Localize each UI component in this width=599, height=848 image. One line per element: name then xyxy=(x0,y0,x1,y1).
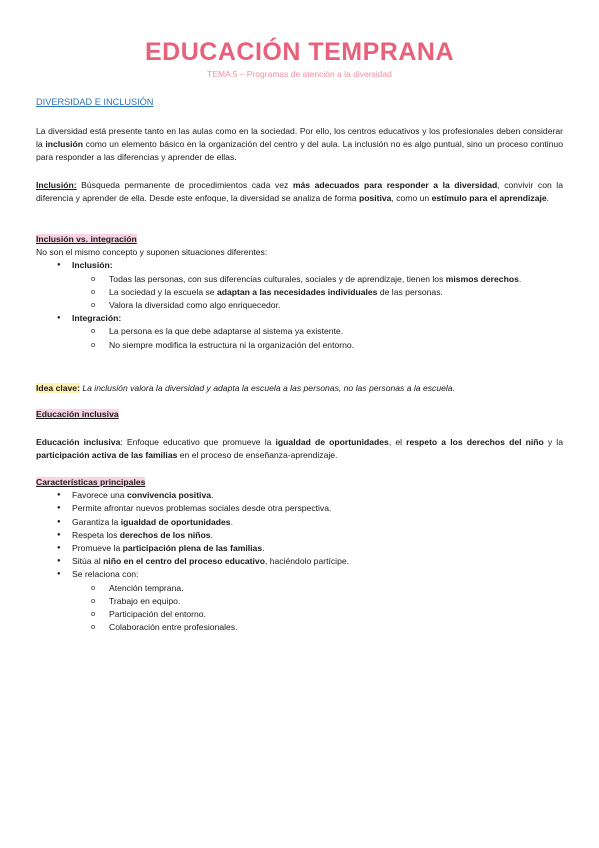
list-item xyxy=(36,529,563,542)
text: Garantiza la xyxy=(72,516,121,527)
key-idea-text: La inclusión valora la diversidad y adapta la escuela a las personas, no las personas a la escuela. xyxy=(79,383,455,393)
text-bold: participación plena de las familias xyxy=(122,543,263,554)
paragraph-inclusion-def xyxy=(36,179,563,205)
text-bold: mismos derechos xyxy=(445,273,519,284)
comparison-list xyxy=(36,259,563,351)
text-bold: inclusión xyxy=(45,139,84,150)
section-inclusion-vs-integracion xyxy=(36,233,563,352)
text: Favorece una xyxy=(72,490,127,501)
section-intro: No son el mismo concepto y suponen situaciones diferentes: xyxy=(36,247,268,258)
text-bold: derechos de los niños xyxy=(119,529,211,540)
text-bold: respeto a los derechos del niño xyxy=(406,437,544,447)
section-heading-caracteristicas: Características principales xyxy=(36,477,146,487)
text: y la xyxy=(543,437,563,447)
text: Búsqueda permanente de procedimientos cada vez xyxy=(76,180,293,190)
text: en el proceso de enseñanza-aprendizaje. xyxy=(177,450,338,461)
list-item: o Trabajo en equipo. xyxy=(36,595,563,608)
label-inclusion: Inclusión: xyxy=(36,180,77,190)
list-item: ● Se relaciona con: xyxy=(36,568,563,581)
text: como un elemento básico en la organización del centro y del aula. La inclusión no es algo puntual, sino un proceso continuo para responder a las diferencias y aprender de ellas. xyxy=(36,139,563,163)
text-bold: convivencia positiva xyxy=(126,490,211,501)
text-bold: niño en el centro del proceso educativo xyxy=(103,556,265,567)
list-item xyxy=(36,312,563,325)
text: , convivir con la diferencia y aprender de ella. Desde este enfoque, la diversidad se analiza de forma xyxy=(36,180,563,204)
section-heading-inclusion-vs-integracion: Inclusión vs. integración xyxy=(36,234,137,244)
text: , como un xyxy=(391,193,432,204)
list-item xyxy=(36,542,563,555)
section-caracteristicas xyxy=(36,476,563,634)
text: Todas las personas, con sus diferencias culturales, sociales y de aprendizaje, tienen los xyxy=(109,273,446,284)
text: : Enfoque educativo que promueve la xyxy=(120,437,276,447)
section-heading-educacion-inclusiva: Educación inclusiva xyxy=(36,409,119,419)
list-item xyxy=(36,286,563,299)
list-item: o Atención temprana. xyxy=(36,582,563,595)
list-item: o La persona es la que debe adaptarse al sistema ya existente. xyxy=(36,325,563,338)
text: Respeta los xyxy=(72,529,120,540)
list-item xyxy=(36,516,563,529)
text-bold: igualdad de oportunidades xyxy=(120,516,231,527)
section-educacion-inclusiva xyxy=(36,408,563,421)
label-idea-clave: Idea clave: xyxy=(36,383,80,393)
section-diversidad xyxy=(36,96,563,109)
label-inclusion: Inclusión: xyxy=(72,260,113,271)
label-integracion: Integración: xyxy=(72,313,122,324)
list-item xyxy=(36,273,563,286)
text: . xyxy=(211,490,214,501)
text: . xyxy=(230,516,233,527)
paragraph-diversidad xyxy=(36,125,563,165)
page-subtitle: TEMA 5 – Programas de atención a la diversidad xyxy=(207,69,392,79)
characteristics-list xyxy=(36,489,563,634)
text: . xyxy=(546,193,550,204)
text: , el xyxy=(388,437,407,447)
list-item: o Colaboración entre profesionales. xyxy=(36,621,563,634)
text: . xyxy=(210,529,213,540)
list-item xyxy=(36,489,563,502)
text: Sitúa al xyxy=(72,556,104,567)
list-item xyxy=(36,259,563,272)
text-bold: participación activa de las familias xyxy=(36,450,178,461)
text: . xyxy=(518,273,522,284)
label-educacion-inclusiva: Educación inclusiva xyxy=(36,437,121,447)
list-item xyxy=(36,555,563,568)
key-idea xyxy=(36,382,563,395)
text-bold: positiva xyxy=(358,193,392,204)
list-item: o No siempre modifica la estructura ni la organización del entorno. xyxy=(36,339,563,352)
list-item: o Participación del entorno. xyxy=(36,608,563,621)
list-item: ● Permite afrontar nuevos problemas sociales desde otra perspectiva. xyxy=(36,502,563,515)
page-title: EDUCACIÓN TEMPRANA xyxy=(145,38,454,66)
section-heading-diversidad: DIVERSIDAD E INCLUSIÓN xyxy=(36,97,154,107)
list-item: o Valora la diversidad como algo enriquecedor. xyxy=(36,299,563,312)
text: Promueve la xyxy=(72,543,123,554)
text: . xyxy=(262,543,265,554)
text-bold: estímulo para el aprendizaje xyxy=(431,193,547,204)
text-bold: adaptan a las necesidades individuales xyxy=(216,286,378,297)
text: La sociedad y la escuela se xyxy=(109,286,217,297)
text: La diversidad está presente tanto en las aulas como en la sociedad. Por ello, los centros educativos y los profesionales deben considerar la xyxy=(36,126,563,150)
text-bold: igualdad de oportunidades xyxy=(275,437,389,447)
paragraph-educacion-inclusiva xyxy=(36,436,563,462)
text-bold: más adecuados para responder a la diversidad xyxy=(292,180,498,190)
text: de las personas. xyxy=(377,286,443,297)
text: , haciéndolo partícipe. xyxy=(264,556,350,567)
